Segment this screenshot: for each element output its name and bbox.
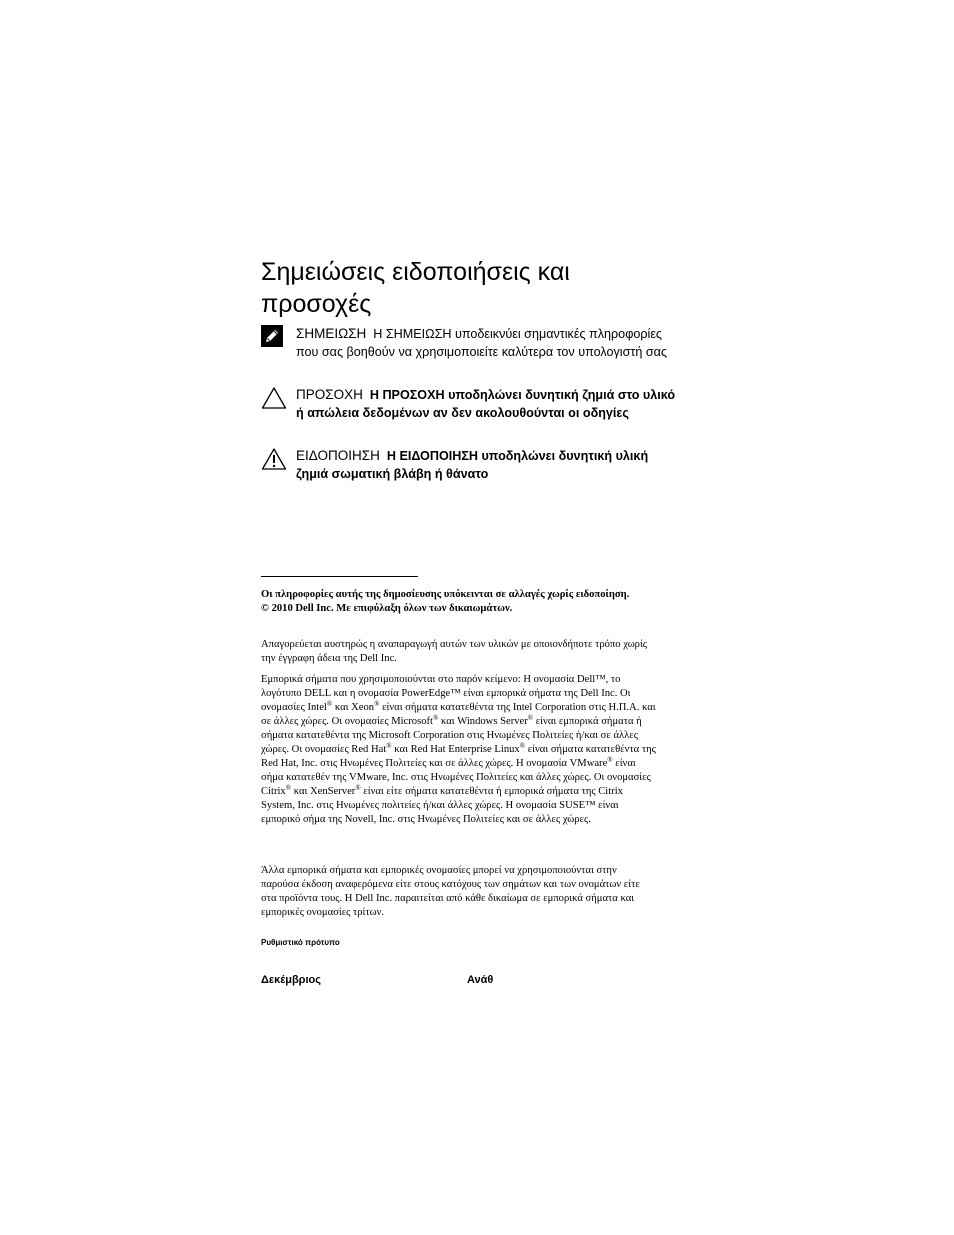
- caution-text: Η ΠΡΟΣΟΧΗ υποδηλώνει δυνητική ζημιά στο υλικό ή απώλεια δεδομένων αν δεν ακολουθούνται οι οδηγίες: [296, 388, 676, 420]
- caution-notice: [261, 386, 681, 422]
- regulatory-model-label: Ρυθμιστικό πρότυπο: [261, 938, 340, 947]
- changes-notice: Οι πληροφορίες αυτής της δημοσίευσης υπόκεινται σε αλλαγές χωρίς ειδοποίηση.: [261, 589, 630, 600]
- warning-text: Η ΕΙΔΟΠΟΙΗΣΗ υποδηλώνει δυνητική υλική ζημιά σωματική βλάβη ή θάνατο: [296, 449, 649, 481]
- caution-label: ΠΡΟΣΟΧΗ: [296, 387, 363, 402]
- other-marks-notice: Άλλα εμπορικά σήματα και εμπορικές ονομασίες μπορεί να χρησιμοποιούνται στην παρούσα έκδοση αναφερόμενα είτε στους κατόχους των σημάτων και των ονομάτων είτε στα προϊόντα τους. Η Dell Inc. παραιτείται από κάθε δικαίωμα σε εμπορικά σήματα και εμπορικές ονομασίες τρίτων.: [261, 865, 640, 918]
- copyright-line: © 2010 Dell Inc. Με επιφύλαξη όλων των δικαιωμάτων.: [261, 603, 513, 614]
- reproduction-notice: Απαγορεύεται αυστηρώς η αναπαραγωγή αυτών των υλικών με οποιονδήποτε τρόπο χωρίς την έγγραφη άδεια της Dell Inc.: [261, 639, 647, 664]
- page-title: Σημειώσεις ειδοποιήσεις και προσοχές: [261, 258, 570, 318]
- footer-date: Δεκέμβριος: [261, 974, 321, 986]
- footer-revision: Ανάθ: [467, 974, 494, 986]
- caution-triangle-icon: [261, 386, 287, 410]
- footnote-divider: [261, 576, 418, 577]
- legal-notice: [261, 588, 656, 616]
- note-pencil-icon: [261, 325, 287, 349]
- note-text: Η ΣΗΜΕΙΩΣΗ υποδεικνύει σημαντικές πληροφορίες που σας βοηθούν να χρησιμοποιείτε καλύτερα τον υπολογιστή σας: [296, 327, 667, 359]
- note-label: ΣΗΜΕΙΩΣΗ: [296, 326, 367, 341]
- trademarks-notice: Εμπορικά σήματα που χρησιμοποιούνται στο παρόν κείμενο: Η ονομασία Dell™, το λογότυπο DELL και η ονομασία PowerEdge™ είναι εμπορικά σήματα της Dell Inc. Οι ονομασίες Intel® και Xeon® είναι σήματα κατατεθέντα της Intel Corporation στις Η.Π.Α. και σε άλλες χώρες. Οι ονομασίες Microsoft® και Windows Server® είναι εμπορικά σήματα ή σήματα κατατεθέντα της Microsoft Corporation στις Ηνωμένες Πολιτείες ή/και σε άλλες χώρες. Οι ονομασίες Red Hat® και Red Hat Enterprise Linux® είναι σήματα κατατεθέντα της Red Hat, Inc. στις Ηνωμένες Πολιτείες και σε άλλες χώρες. Η ονομασία VMware® είναι σήμα κατατεθέν της VMware, Inc. στις Ηνωμένες Πολιτείες και άλλες χώρες. Οι ονομασίες Citrix® και XenServer® είναι είτε σήματα κατατεθέντα ή εμπορικά σήματα της Citrix System, Inc. στις Ηνωμένες πολιτείες ή/και άλλες χώρες. Η ονομασία SUSE™ είναι εμπορικό σήμα της Novell, Inc. στις Ηνωμένες Πολιτείες και σε άλλες χώρες.: [261, 674, 656, 825]
- warning-triangle-icon: [261, 447, 287, 471]
- note-notice: [261, 325, 681, 361]
- warning-label: ΕΙΔΟΠΟΙΗΣΗ: [296, 448, 380, 463]
- warning-notice: [261, 447, 681, 483]
